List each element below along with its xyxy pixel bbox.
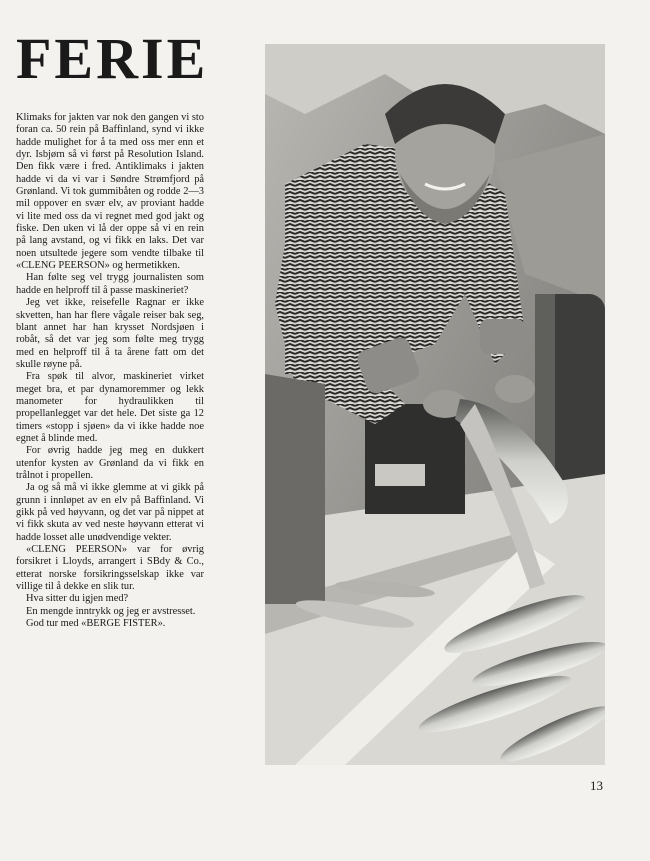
paragraph: Ja og så må vi ikke glemme at vi gikk på grunn i innløpet av en elv på Baffinland. Vi gikk på ved høyvann, og det var på nippet at vi fikk skuta av ved neste høyvann etterat vi hadde losset alle unødvendige vekter. (16, 482, 204, 543)
article-body (16, 112, 204, 630)
paragraph: Fra spøk til alvor, maskineriet virket meget bra, et par dynamoremmer og lekk manometer for hydraulikken til propellanlegget var det hele. Det siste ga 12 timers «stopp i sjøen» da vi ikke hadde noe egnet å blinde med. (16, 371, 204, 444)
paragraph: En mengde inntrykk og jeg er avstresset. (26, 605, 196, 617)
article-title: FERIE (16, 26, 209, 91)
photo-man-with-fish (265, 44, 605, 765)
paragraph: Jeg vet ikke, reisefelle Ragnar er ikke skvetten, han har flere vågale reiser bak seg, blant annet har han krysset Nordsjøen i robåt, så det var jeg som følte meg trygg med en helproff til å ta årene fatt om det skulle røyne på. (16, 297, 204, 370)
page-number: 13 (590, 778, 603, 793)
paragraph: Han følte seg vel trygg journalisten som hadde en helproff til å passe maskineriet? (16, 272, 204, 296)
paragraph: God tur med «BERGE FISTER». (26, 618, 166, 630)
paragraph: «CLENG PEERSON» var for øvrig forsikret i Lloyds, arrangert i SBdy & Co., etterat norske forsikringsselskap ikke var villige til å dekke en slik tur. (16, 544, 204, 593)
paragraph: For øvrig hadde jeg meg en dukkert utenfor kysten av Grønland da vi fikk en trålnot i propellen. (16, 445, 204, 481)
paragraph: Hva sitter du igjen med? (26, 593, 129, 605)
paragraph: Klimaks for jakten var nok den gangen vi sto foran ca. 50 rein på Baffinland, synd vi ikke hadde mulighet for å ta med oss mer enn et dyr. Isbjørn så vi først på Resolution Island. Den fikk være i fred. Antiklimaks i jakten hadde vi da vi var i Søndre Strømfjord på Grønland. Vi tok gummibåten og rodde 2—3 mil oppover en svær elv, av proviant hadde vi lite med oss da vi regnet med god jakt og fiske. Den uken vi lå der oppe så vi en rein på lang avstand, og vi fikk en laks. Det var noen utsultede jegere som vendte tilbake til «CLENG PEERSON» og hermetikken. (16, 112, 204, 272)
